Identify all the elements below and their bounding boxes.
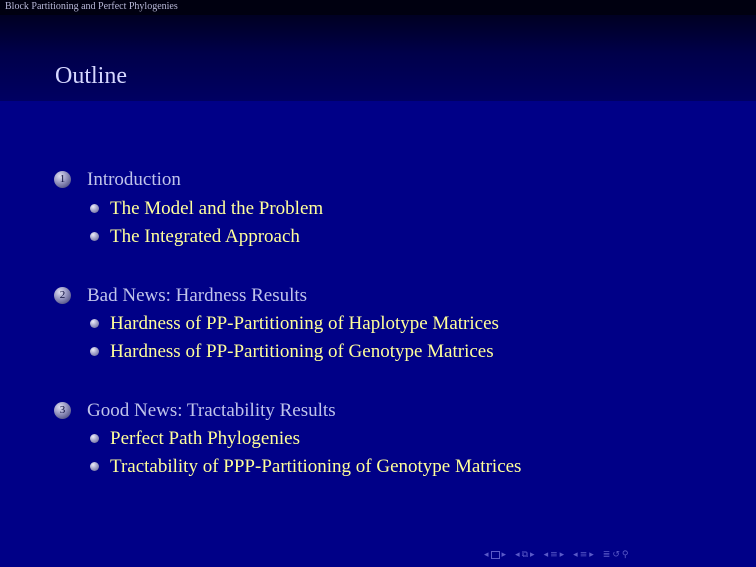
nav-section-icon[interactable]: ≡ (550, 550, 558, 560)
bullet-ball-icon (90, 347, 99, 356)
nav-prev-icon[interactable]: ◂ (573, 550, 578, 560)
frame-title: Outline (55, 63, 127, 89)
nav-frame-group (484, 548, 506, 562)
subsection-label[interactable]: The Integrated Approach (110, 226, 300, 247)
subsection-label[interactable]: Tractability of PPP-Partitioning of Genotype Matrices (110, 456, 522, 477)
nav-outline-icon[interactable]: ≣ (602, 550, 611, 560)
nav-section-group (544, 548, 565, 562)
nav-search-icon[interactable]: ⚲ (621, 550, 629, 560)
subsection-label[interactable]: Hardness of PP-Partitioning of Genotype Matrices (110, 341, 494, 362)
nav-frame-icon[interactable] (491, 551, 500, 559)
nav-next-icon[interactable]: ▸ (530, 550, 535, 560)
subsection-label[interactable]: The Model and the Problem (110, 198, 324, 219)
bullet-ball-icon (90, 204, 99, 213)
nav-subsection-icon[interactable]: ≡ (579, 550, 588, 560)
section-title[interactable]: Good News: Tractability Results (87, 400, 336, 421)
nav-prev-icon[interactable]: ◂ (515, 550, 520, 560)
subsection-label[interactable]: Hardness of PP-Partitioning of Haplotype Matrices (110, 313, 499, 334)
nav-subsection-group (515, 548, 535, 562)
nav-next-icon[interactable]: ▸ (501, 550, 507, 560)
subsection-label[interactable]: Perfect Path Phylogenies (110, 428, 300, 449)
nav-tools-group (603, 548, 629, 562)
section-title[interactable]: Bad News: Hardness Results (87, 285, 308, 306)
bullet-ball-icon (90, 232, 99, 241)
nav-subsection-icon[interactable]: ⧉ (521, 550, 529, 560)
navigation-bar (484, 548, 634, 562)
bullet-ball-icon (90, 434, 99, 443)
nav-back-icon[interactable]: ↺ (612, 550, 620, 560)
nav-prev-icon[interactable]: ◂ (484, 550, 489, 560)
nav-next-icon[interactable]: ▸ (559, 550, 565, 560)
section-number-ball-icon: 2 (54, 287, 71, 304)
nav-next-icon[interactable]: ▸ (589, 550, 594, 560)
section-number-ball-icon: 1 (54, 171, 71, 188)
nav-prev-icon[interactable]: ◂ (543, 550, 549, 560)
bullet-ball-icon (90, 462, 99, 471)
presentation-title: Block Partitioning and Perfect Phylogenies (5, 1, 178, 12)
section-title[interactable]: Introduction (87, 169, 181, 190)
section-number-ball-icon: 3 (54, 402, 71, 419)
bullet-ball-icon (90, 319, 99, 328)
nav-subsection2-group (573, 548, 594, 562)
